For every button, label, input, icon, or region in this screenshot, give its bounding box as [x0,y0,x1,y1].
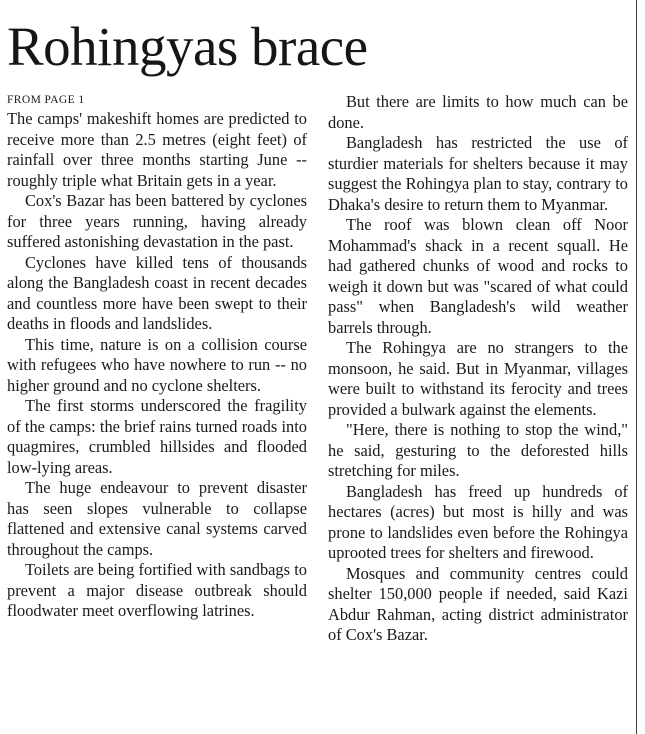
right-column [328,92,628,646]
paragraph: Mosques and community centres could shelter 150,000 people if needed, said Kazi Abdur Rahman, acting district administrator of Cox's Bazar. [328,563,628,644]
paragraph: This time, nature is on a collision course with refugees who have nowhere to run -- no higher ground and no cyclone shelters. [7,334,307,395]
paragraph: The Rohingya are no strangers to the monsoon, he said. But in Myanmar, villages were built to withstand its ferocity and trees provided a bulwark against the elements. [328,338,628,419]
paragraph: The first storms underscored the fragility of the camps: the brief rains turned roads into quagmires, crumbled hillsides and flooded low-lying areas. [7,396,307,477]
paragraph: Cyclones have killed tens of thousands along the Bangladesh coast in recent decades and countless more have been swept to their deaths in floods and landslides. [7,252,307,333]
paragraph: Bangladesh has freed up hundreds of hectares (acres) but most is hilly and was prone to landslides even before the Rohingya uprooted trees for shelters and firewood. [328,481,628,562]
paragraph: Cox's Bazar has been battered by cyclones for three years running, having already suffered astonishing devastation in the past. [7,191,307,251]
paragraph: The roof was blown clean off Noor Mohammad's shack in a recent squall. He had gathered chunks of wood and rocks to weigh it down but was "scared of what could pass" when Bangladesh's wild weather barrels through. [328,215,628,337]
column-rule [636,0,637,734]
paragraph: The huge endeavour to prevent disaster has seen slopes vulnerable to collapse flattened and extensive canal systems carved throughout the camps. [7,478,307,559]
paragraph: "Here, there is nothing to stop the wind," he said, gesturing to the deforested hills stretching for miles. [328,420,628,480]
left-column [7,92,307,622]
paragraph: Toilets are being fortified with sandbags to prevent a major disease outbreak should floodwater meet overflowing latrines. [7,560,307,620]
continuation-kicker: FROM PAGE 1 [7,94,85,106]
paragraph: But there are limits to how much can be done. [328,92,628,132]
paragraph: Bangladesh has restricted the use of sturdier materials for shelters because it may suggest the Rohingya plan to stay, contrary to Dhaka's desire to return them to Myanmar. [328,133,628,214]
paragraph: The camps' makeshift homes are predicted to receive more than 2.5 metres (eight feet) of rainfall over three months starting June -- roughly triple what Britain gets in a year. [7,109,307,190]
headline: Rohingyas brace [7,16,368,77]
